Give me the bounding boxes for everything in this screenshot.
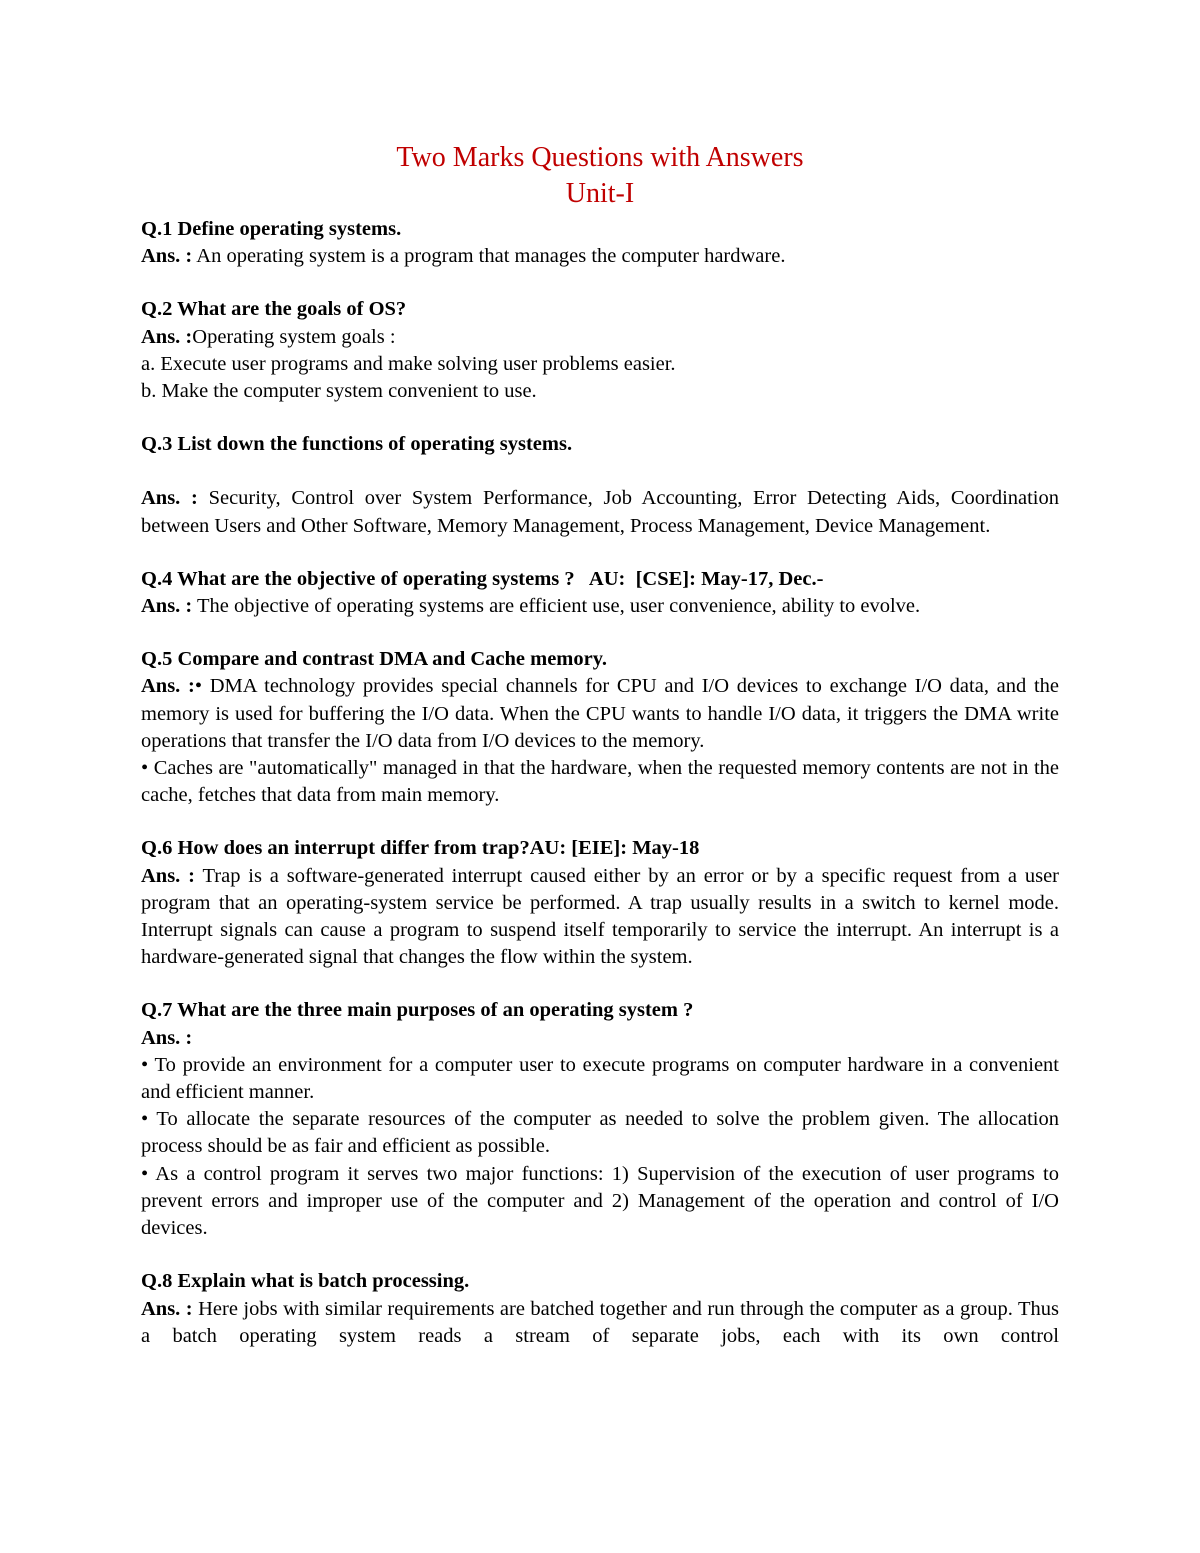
qa-item-7 xyxy=(141,997,1059,1242)
question-1: Q.1 Define operating systems. xyxy=(141,218,402,240)
document-content xyxy=(141,140,1059,1376)
question-7: Q.7 What are the three main purposes of an operating system ? xyxy=(141,999,694,1022)
question-4: Q.4 What are the objective of operating systems ? AU: [CSE]: May-17, Dec.- xyxy=(141,567,824,590)
answer-4 xyxy=(141,593,1059,620)
answer-6-text: Trap is a software-generated interrupt caused either by an error or by a specific request from a user program that an operating-system service be performed. A trap usually results in a switch to kernel mode. Interrupt signals can cause a program to suspend itself temporarily to service the interrupt. An interrupt is a hardware-generated signal that changes the flow within the system. xyxy=(141,864,1060,969)
qa-item-8 xyxy=(141,1268,1059,1350)
answer-5-text-1: • DMA technology provides special channels for CPU and I/O devices to exchange I/O data, and the memory is used for buffering the I/O data. When the CPU wants to handle I/O data, it triggers the DMA write operations that transfer the I/O data from I/O devices to the memory. xyxy=(141,675,1059,752)
answer-7-bullet-1: • To provide an environment for a computer user to execute programs on computer hardware in a convenient and efficient manner. xyxy=(141,1053,1059,1104)
title-block xyxy=(141,140,1059,212)
answer-4-text: The objective of operating systems are efficient use, user convenience, ability to evolve. xyxy=(197,595,921,618)
answer-7-bullet-3: • As a control program it serves two major functions: 1) Supervision of the execution of user programs to prevent errors and improper use of the computer and 2) Management of the operation and control of I/O devices. xyxy=(141,1162,1059,1240)
question-5: Q.5 Compare and contrast DMA and Cache memory. xyxy=(141,648,607,671)
qa-item-3 xyxy=(141,431,1059,540)
answer-label: Ans. : xyxy=(141,325,193,348)
question-6: Q.6 How does an interrupt differ from trap?AU: [EIE]: May-18 xyxy=(141,837,700,860)
answer-label: Ans. : xyxy=(141,487,198,510)
answer-2-item-a: a. Execute user programs and make solving user problems easier. xyxy=(141,352,676,375)
answer-3-text: Security, Control over System Performance, Job Accounting, Error Detecting Aids, Coordination between Users and Other Software, Memory Management, Process Management, Device Management. xyxy=(141,487,1060,537)
answer-5-bullet-1 xyxy=(141,673,1059,755)
answer-5-bullet-2: • Caches are "automatically" managed in that the hardware, when the requested memory contents are not in the cache, fetches that data from main memory. xyxy=(141,757,1059,807)
qa-item-4 xyxy=(141,566,1059,620)
answer-2 xyxy=(141,324,1059,351)
answer-label: Ans. : xyxy=(141,1297,193,1320)
answer-label: Ans. : xyxy=(141,675,195,698)
qa-item-6 xyxy=(141,835,1059,971)
answer-label: Ans. : xyxy=(141,245,193,268)
answer-3 xyxy=(141,485,1059,539)
question-3: Q.3 List down the functions of operating systems. xyxy=(141,433,573,456)
document-subtitle: Unit-I xyxy=(565,178,635,209)
answer-label: Ans. : xyxy=(141,864,195,887)
answer-7-bullet-2: • To allocate the separate resources of the computer as needed to solve the problem given. The allocation process should be as fair and efficient as possible. xyxy=(141,1108,1059,1158)
answer-2-text: Operating system goals : xyxy=(192,325,396,348)
answer-1-text: An operating system is a program that manages the computer hardware. xyxy=(196,245,786,268)
answer-8 xyxy=(141,1296,1059,1350)
qa-item-1 xyxy=(141,216,1059,270)
qa-item-2 xyxy=(141,296,1059,405)
question-8: Q.8 Explain what is batch processing. xyxy=(141,1270,470,1293)
answer-1 xyxy=(141,243,1059,270)
document-title: Two Marks Questions with Answers xyxy=(396,142,804,173)
question-2: Q.2 What are the goals of OS? xyxy=(141,298,407,321)
answer-label: Ans. : xyxy=(141,1026,193,1049)
answer-7-label-line xyxy=(141,1025,1059,1052)
answer-6 xyxy=(141,863,1059,972)
qa-item-5 xyxy=(141,646,1059,809)
answer-2-item-b: b. Make the computer system convenient to use. xyxy=(141,380,537,403)
answer-8-text: Here jobs with similar requirements are batched together and run through the computer as a group. Thus a batch operating system reads a stream of separate jobs, each with its own control xyxy=(141,1297,1060,1347)
answer-label: Ans. : xyxy=(141,595,193,618)
